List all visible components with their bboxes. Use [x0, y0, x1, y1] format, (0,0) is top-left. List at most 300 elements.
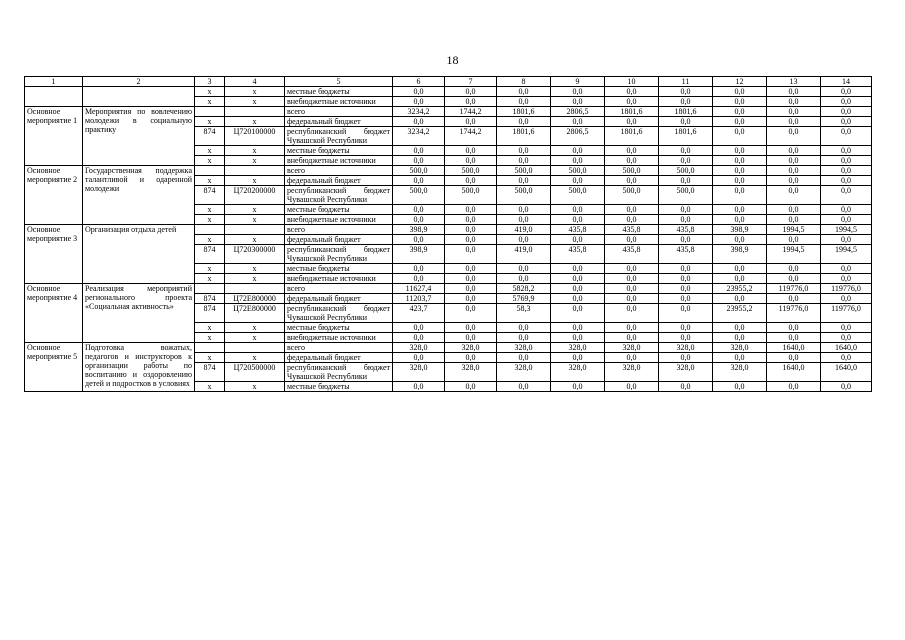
value-cell: 0,0	[659, 117, 713, 127]
value-cell: 0,0	[497, 264, 551, 274]
value-cell: 500,0	[393, 166, 445, 176]
value-cell: 0,0	[445, 353, 497, 363]
funding-source-cell: республиканский бюджет Чувашской Республики	[285, 245, 393, 264]
value-cell: 0,0	[767, 127, 821, 146]
event-description-cell: Реализация мероприятий регионального проекта «Социальная активность»	[83, 284, 195, 343]
value-cell: 0,0	[605, 333, 659, 343]
value-cell: 0,0	[821, 117, 872, 127]
value-cell: 0,0	[659, 87, 713, 97]
value-cell: 500,0	[659, 166, 713, 176]
value-cell: 328,0	[445, 363, 497, 382]
budget-code-cell: Ц720500000	[225, 363, 285, 382]
grbs-code-cell: 874	[195, 186, 225, 205]
header-cell: 4	[225, 77, 285, 87]
budget-code-cell: Ц72Е800000	[225, 304, 285, 323]
value-cell: 1744,2	[445, 107, 497, 117]
value-cell: 0,0	[497, 353, 551, 363]
grbs-code-cell: x	[195, 146, 225, 156]
value-cell: 0,0	[605, 205, 659, 215]
funding-source-cell: внебюджетные источники	[285, 97, 393, 107]
value-cell: 328,0	[713, 363, 767, 382]
value-cell: 0,0	[445, 284, 497, 294]
value-cell: 0,0	[497, 274, 551, 284]
value-cell: 0,0	[497, 382, 551, 392]
value-cell: 0,0	[551, 274, 605, 284]
value-cell: 0,0	[605, 156, 659, 166]
header-cell: 13	[767, 77, 821, 87]
value-cell: 0,0	[605, 215, 659, 225]
funding-source-cell: республиканский бюджет Чувашской Республики	[285, 363, 393, 382]
grbs-code-cell	[195, 343, 225, 353]
value-cell: 0,0	[393, 235, 445, 245]
value-cell: 1994,5	[767, 245, 821, 264]
value-cell: 0,0	[659, 97, 713, 107]
event-description-cell: Организация отдыха детей	[83, 225, 195, 284]
value-cell: 0,0	[821, 323, 872, 333]
value-cell: 0,0	[821, 294, 872, 304]
value-cell: 328,0	[393, 363, 445, 382]
funding-source-cell: федеральный бюджет	[285, 353, 393, 363]
value-cell: 0,0	[551, 176, 605, 186]
value-cell: 0,0	[767, 353, 821, 363]
value-cell: 0,0	[393, 205, 445, 215]
value-cell: 0,0	[821, 176, 872, 186]
value-cell: 0,0	[445, 205, 497, 215]
value-cell: 0,0	[821, 146, 872, 156]
grbs-code-cell	[195, 225, 225, 235]
table-row	[25, 225, 872, 235]
value-cell: 0,0	[445, 333, 497, 343]
event-description-cell: Мероприятия по вовлечению молодежи в социальную практику	[83, 107, 195, 166]
value-cell: 0,0	[445, 117, 497, 127]
value-cell: 0,0	[445, 264, 497, 274]
value-cell: 0,0	[605, 87, 659, 97]
value-cell: 0,0	[713, 117, 767, 127]
value-cell: 0,0	[497, 117, 551, 127]
header-cell: 6	[393, 77, 445, 87]
header-row	[25, 77, 872, 87]
funding-source-cell: всего	[285, 343, 393, 353]
value-cell: 0,0	[767, 117, 821, 127]
value-cell: 2806,5	[551, 107, 605, 117]
value-cell: 0,0	[551, 294, 605, 304]
header-cell: 7	[445, 77, 497, 87]
funding-source-cell: внебюджетные источники	[285, 333, 393, 343]
value-cell: 23955,2	[713, 284, 767, 294]
funding-source-cell: всего	[285, 225, 393, 235]
value-cell: 500,0	[497, 166, 551, 176]
value-cell: 11203,7	[393, 294, 445, 304]
grbs-code-cell: 874	[195, 127, 225, 146]
header-cell: 8	[497, 77, 551, 87]
value-cell: 423,7	[393, 304, 445, 323]
value-cell: 0,0	[605, 294, 659, 304]
value-cell: 0,0	[713, 166, 767, 176]
header-cell: 5	[285, 77, 393, 87]
value-cell: 0,0	[445, 382, 497, 392]
value-cell: 119776,0	[821, 284, 872, 294]
value-cell: 0,0	[713, 176, 767, 186]
value-cell: 0,0	[659, 205, 713, 215]
table-row	[25, 107, 872, 117]
value-cell: 1801,6	[605, 127, 659, 146]
value-cell: 0,0	[659, 304, 713, 323]
grbs-code-cell: x	[195, 274, 225, 284]
value-cell: 0,0	[821, 382, 872, 392]
value-cell: 0,0	[551, 205, 605, 215]
value-cell: 0,0	[767, 235, 821, 245]
value-cell: 0,0	[551, 264, 605, 274]
value-cell: 0,0	[393, 353, 445, 363]
value-cell: 0,0	[605, 382, 659, 392]
value-cell: 0,0	[393, 274, 445, 284]
value-cell: 0,0	[659, 176, 713, 186]
grbs-code-cell: x	[195, 382, 225, 392]
value-cell: 0,0	[445, 97, 497, 107]
value-cell: 0,0	[551, 323, 605, 333]
budget-code-cell: x	[225, 274, 285, 284]
value-cell: 2806,5	[551, 127, 605, 146]
value-cell: 5828,2	[497, 284, 551, 294]
value-cell: 0,0	[393, 382, 445, 392]
value-cell: 0,0	[821, 107, 872, 117]
budget-code-cell: x	[225, 235, 285, 245]
event-name-cell: Основное мероприятие 3	[25, 225, 83, 284]
value-cell: 0,0	[767, 156, 821, 166]
value-cell: 0,0	[713, 205, 767, 215]
event-name-cell: Основное мероприятие 1	[25, 107, 83, 166]
budget-code-cell: x	[225, 87, 285, 97]
grbs-code-cell: 874	[195, 304, 225, 323]
value-cell: 328,0	[713, 343, 767, 353]
header-cell: 14	[821, 77, 872, 87]
budget-code-cell	[225, 284, 285, 294]
value-cell: 435,8	[551, 225, 605, 235]
value-cell: 1640,0	[767, 363, 821, 382]
budget-code-cell	[225, 107, 285, 117]
funding-source-cell: местные бюджеты	[285, 87, 393, 97]
header-cell: 10	[605, 77, 659, 87]
value-cell: 0,0	[605, 353, 659, 363]
header-cell: 12	[713, 77, 767, 87]
grbs-code-cell: 874	[195, 294, 225, 304]
event-description-cell: Подготовка вожатых, педагогов и инструкторов к организации работы по воспитанию и оздоровлению детей и подростков в условиях	[83, 343, 195, 392]
value-cell: 119776,0	[821, 304, 872, 323]
value-cell: 0,0	[767, 264, 821, 274]
value-cell: 1640,0	[821, 343, 872, 353]
header-cell: 9	[551, 77, 605, 87]
value-cell: 0,0	[551, 382, 605, 392]
funding-source-cell: республиканский бюджет Чувашской Республики	[285, 304, 393, 323]
value-cell: 398,9	[713, 225, 767, 235]
value-cell: 0,0	[605, 117, 659, 127]
budget-code-cell: x	[225, 205, 285, 215]
value-cell: 0,0	[713, 107, 767, 117]
value-cell: 0,0	[767, 87, 821, 97]
value-cell: 435,8	[605, 245, 659, 264]
value-cell: 0,0	[497, 146, 551, 156]
value-cell: 0,0	[713, 353, 767, 363]
value-cell: 0,0	[605, 304, 659, 323]
value-cell: 500,0	[497, 186, 551, 205]
value-cell: 0,0	[713, 156, 767, 166]
funding-source-cell: внебюджетные источники	[285, 274, 393, 284]
value-cell: 0,0	[713, 235, 767, 245]
value-cell: 0,0	[605, 146, 659, 156]
value-cell: 119776,0	[767, 284, 821, 294]
value-cell: 0,0	[497, 156, 551, 166]
value-cell: 435,8	[551, 245, 605, 264]
value-cell: 435,8	[605, 225, 659, 235]
value-cell: 0,0	[659, 264, 713, 274]
value-cell: 0,0	[497, 333, 551, 343]
table-row	[25, 284, 872, 294]
value-cell: 1994,5	[821, 225, 872, 235]
event-description-cell: Государственная поддержка талантливой и одаренной молодежи	[83, 166, 195, 225]
funding-source-cell: внебюджетные источники	[285, 215, 393, 225]
value-cell: 0,0	[767, 205, 821, 215]
value-cell: 0,0	[445, 245, 497, 264]
value-cell: 0,0	[821, 333, 872, 343]
value-cell: 0,0	[497, 176, 551, 186]
value-cell: 3234,2	[393, 107, 445, 117]
value-cell: 0,0	[393, 176, 445, 186]
value-cell: 328,0	[659, 363, 713, 382]
budget-code-cell: x	[225, 156, 285, 166]
funding-source-cell: местные бюджеты	[285, 264, 393, 274]
table-row	[25, 87, 872, 97]
value-cell: 0,0	[393, 156, 445, 166]
grbs-code-cell: x	[195, 117, 225, 127]
value-cell: 0,0	[821, 166, 872, 176]
grbs-code-cell	[195, 284, 225, 294]
value-cell: 0,0	[393, 264, 445, 274]
value-cell: 0,0	[821, 186, 872, 205]
value-cell: 0,0	[821, 264, 872, 274]
value-cell: 0,0	[767, 146, 821, 156]
value-cell: 419,0	[497, 225, 551, 235]
value-cell: 0,0	[445, 235, 497, 245]
value-cell: 0,0	[551, 156, 605, 166]
value-cell: 0,0	[659, 274, 713, 284]
value-cell: 0,0	[713, 87, 767, 97]
value-cell: 500,0	[445, 186, 497, 205]
value-cell: 328,0	[497, 363, 551, 382]
budget-code-cell: Ц72Е800000	[225, 294, 285, 304]
value-cell: 0,0	[659, 235, 713, 245]
grbs-code-cell: x	[195, 323, 225, 333]
value-cell: 0,0	[767, 166, 821, 176]
budget-code-cell	[225, 343, 285, 353]
value-cell: 0,0	[821, 127, 872, 146]
value-cell: 500,0	[605, 186, 659, 205]
value-cell: 0,0	[767, 215, 821, 225]
value-cell: 0,0	[605, 284, 659, 294]
value-cell: 328,0	[605, 363, 659, 382]
table-row	[25, 166, 872, 176]
grbs-code-cell: x	[195, 353, 225, 363]
value-cell: 0,0	[767, 294, 821, 304]
budget-table	[24, 76, 872, 392]
value-cell: 0,0	[821, 235, 872, 245]
value-cell: 0,0	[445, 176, 497, 186]
value-cell: 0,0	[767, 323, 821, 333]
value-cell: 0,0	[659, 156, 713, 166]
grbs-code-cell: x	[195, 87, 225, 97]
value-cell: 328,0	[551, 343, 605, 353]
value-cell: 0,0	[713, 294, 767, 304]
budget-code-cell: x	[225, 353, 285, 363]
value-cell: 1994,5	[767, 225, 821, 235]
value-cell: 0,0	[821, 156, 872, 166]
page-number: 18	[446, 53, 459, 67]
value-cell: 0,0	[393, 323, 445, 333]
value-cell: 0,0	[767, 382, 821, 392]
value-cell: 0,0	[821, 97, 872, 107]
value-cell: 419,0	[497, 245, 551, 264]
value-cell: 1801,6	[497, 107, 551, 117]
value-cell: 328,0	[445, 343, 497, 353]
budget-code-cell: Ц720200000	[225, 186, 285, 205]
funding-source-cell: всего	[285, 166, 393, 176]
funding-source-cell: местные бюджеты	[285, 146, 393, 156]
value-cell: 0,0	[393, 97, 445, 107]
value-cell: 0,0	[821, 274, 872, 284]
header-cell: 2	[83, 77, 195, 87]
value-cell: 0,0	[605, 323, 659, 333]
value-cell: 0,0	[445, 294, 497, 304]
value-cell: 0,0	[821, 205, 872, 215]
value-cell: 0,0	[713, 382, 767, 392]
value-cell: 398,9	[393, 225, 445, 235]
value-cell: 0,0	[821, 87, 872, 97]
value-cell: 0,0	[551, 117, 605, 127]
value-cell: 328,0	[659, 343, 713, 353]
table-row	[25, 343, 872, 353]
value-cell: 435,8	[659, 245, 713, 264]
value-cell: 0,0	[393, 146, 445, 156]
funding-source-cell: федеральный бюджет	[285, 176, 393, 186]
value-cell: 0,0	[713, 323, 767, 333]
budget-code-cell: Ц720300000	[225, 245, 285, 264]
value-cell: 500,0	[605, 166, 659, 176]
funding-source-cell: республиканский бюджет Чувашской Республики	[285, 186, 393, 205]
value-cell: 0,0	[659, 215, 713, 225]
header-cell: 1	[25, 77, 83, 87]
value-cell: 0,0	[497, 87, 551, 97]
value-cell: 0,0	[659, 353, 713, 363]
value-cell: 0,0	[445, 274, 497, 284]
value-cell: 0,0	[713, 186, 767, 205]
value-cell: 119776,0	[767, 304, 821, 323]
value-cell: 0,0	[497, 205, 551, 215]
event-name-cell: Основное мероприятие 4	[25, 284, 83, 343]
value-cell: 0,0	[659, 333, 713, 343]
value-cell: 0,0	[713, 274, 767, 284]
value-cell: 0,0	[497, 97, 551, 107]
value-cell: 0,0	[605, 235, 659, 245]
value-cell: 500,0	[659, 186, 713, 205]
funding-source-cell: федеральный бюджет	[285, 294, 393, 304]
grbs-code-cell: x	[195, 215, 225, 225]
value-cell: 0,0	[445, 215, 497, 225]
value-cell: 0,0	[445, 304, 497, 323]
grbs-code-cell: x	[195, 97, 225, 107]
header-cell: 3	[195, 77, 225, 87]
value-cell: 0,0	[659, 323, 713, 333]
event-description-cell	[83, 87, 195, 107]
value-cell: 1994,5	[821, 245, 872, 264]
value-cell: 0,0	[767, 97, 821, 107]
value-cell: 0,0	[659, 284, 713, 294]
value-cell: 0,0	[767, 333, 821, 343]
funding-source-cell: всего	[285, 284, 393, 294]
value-cell: 0,0	[551, 235, 605, 245]
value-cell: 0,0	[551, 304, 605, 323]
grbs-code-cell	[195, 166, 225, 176]
value-cell: 1801,6	[659, 127, 713, 146]
value-cell: 58,3	[497, 304, 551, 323]
value-cell: 0,0	[713, 97, 767, 107]
grbs-code-cell: 874	[195, 245, 225, 264]
value-cell: 1744,2	[445, 127, 497, 146]
value-cell: 0,0	[445, 225, 497, 235]
value-cell: 0,0	[445, 156, 497, 166]
value-cell: 0,0	[497, 215, 551, 225]
grbs-code-cell: x	[195, 156, 225, 166]
event-name-cell: Основное мероприятие 2	[25, 166, 83, 225]
value-cell: 0,0	[605, 176, 659, 186]
budget-code-cell: x	[225, 146, 285, 156]
value-cell: 0,0	[551, 87, 605, 97]
funding-source-cell: местные бюджеты	[285, 205, 393, 215]
value-cell: 0,0	[605, 264, 659, 274]
grbs-code-cell	[195, 107, 225, 117]
value-cell: 328,0	[605, 343, 659, 353]
funding-source-cell: федеральный бюджет	[285, 117, 393, 127]
value-cell: 398,9	[713, 245, 767, 264]
value-cell: 1801,6	[659, 107, 713, 117]
value-cell: 23955,2	[713, 304, 767, 323]
value-cell: 11627,4	[393, 284, 445, 294]
value-cell: 0,0	[551, 284, 605, 294]
budget-code-cell: x	[225, 382, 285, 392]
grbs-code-cell: x	[195, 176, 225, 186]
budget-code-cell: x	[225, 215, 285, 225]
value-cell: 0,0	[821, 215, 872, 225]
value-cell: 0,0	[497, 323, 551, 333]
value-cell: 1801,6	[497, 127, 551, 146]
value-cell: 0,0	[713, 215, 767, 225]
value-cell: 328,0	[393, 343, 445, 353]
budget-code-cell	[225, 225, 285, 235]
event-name-cell: Основное мероприятие 5	[25, 343, 83, 392]
value-cell: 328,0	[497, 343, 551, 353]
event-name-cell	[25, 87, 83, 107]
grbs-code-cell: x	[195, 235, 225, 245]
grbs-code-cell: 874	[195, 363, 225, 382]
value-cell: 0,0	[659, 294, 713, 304]
value-cell: 0,0	[659, 146, 713, 156]
value-cell: 0,0	[393, 117, 445, 127]
value-cell: 0,0	[713, 127, 767, 146]
value-cell: 0,0	[659, 382, 713, 392]
value-cell: 0,0	[497, 235, 551, 245]
value-cell: 0,0	[713, 146, 767, 156]
budget-code-cell	[225, 166, 285, 176]
funding-source-cell: местные бюджеты	[285, 323, 393, 333]
budget-code-cell: x	[225, 97, 285, 107]
